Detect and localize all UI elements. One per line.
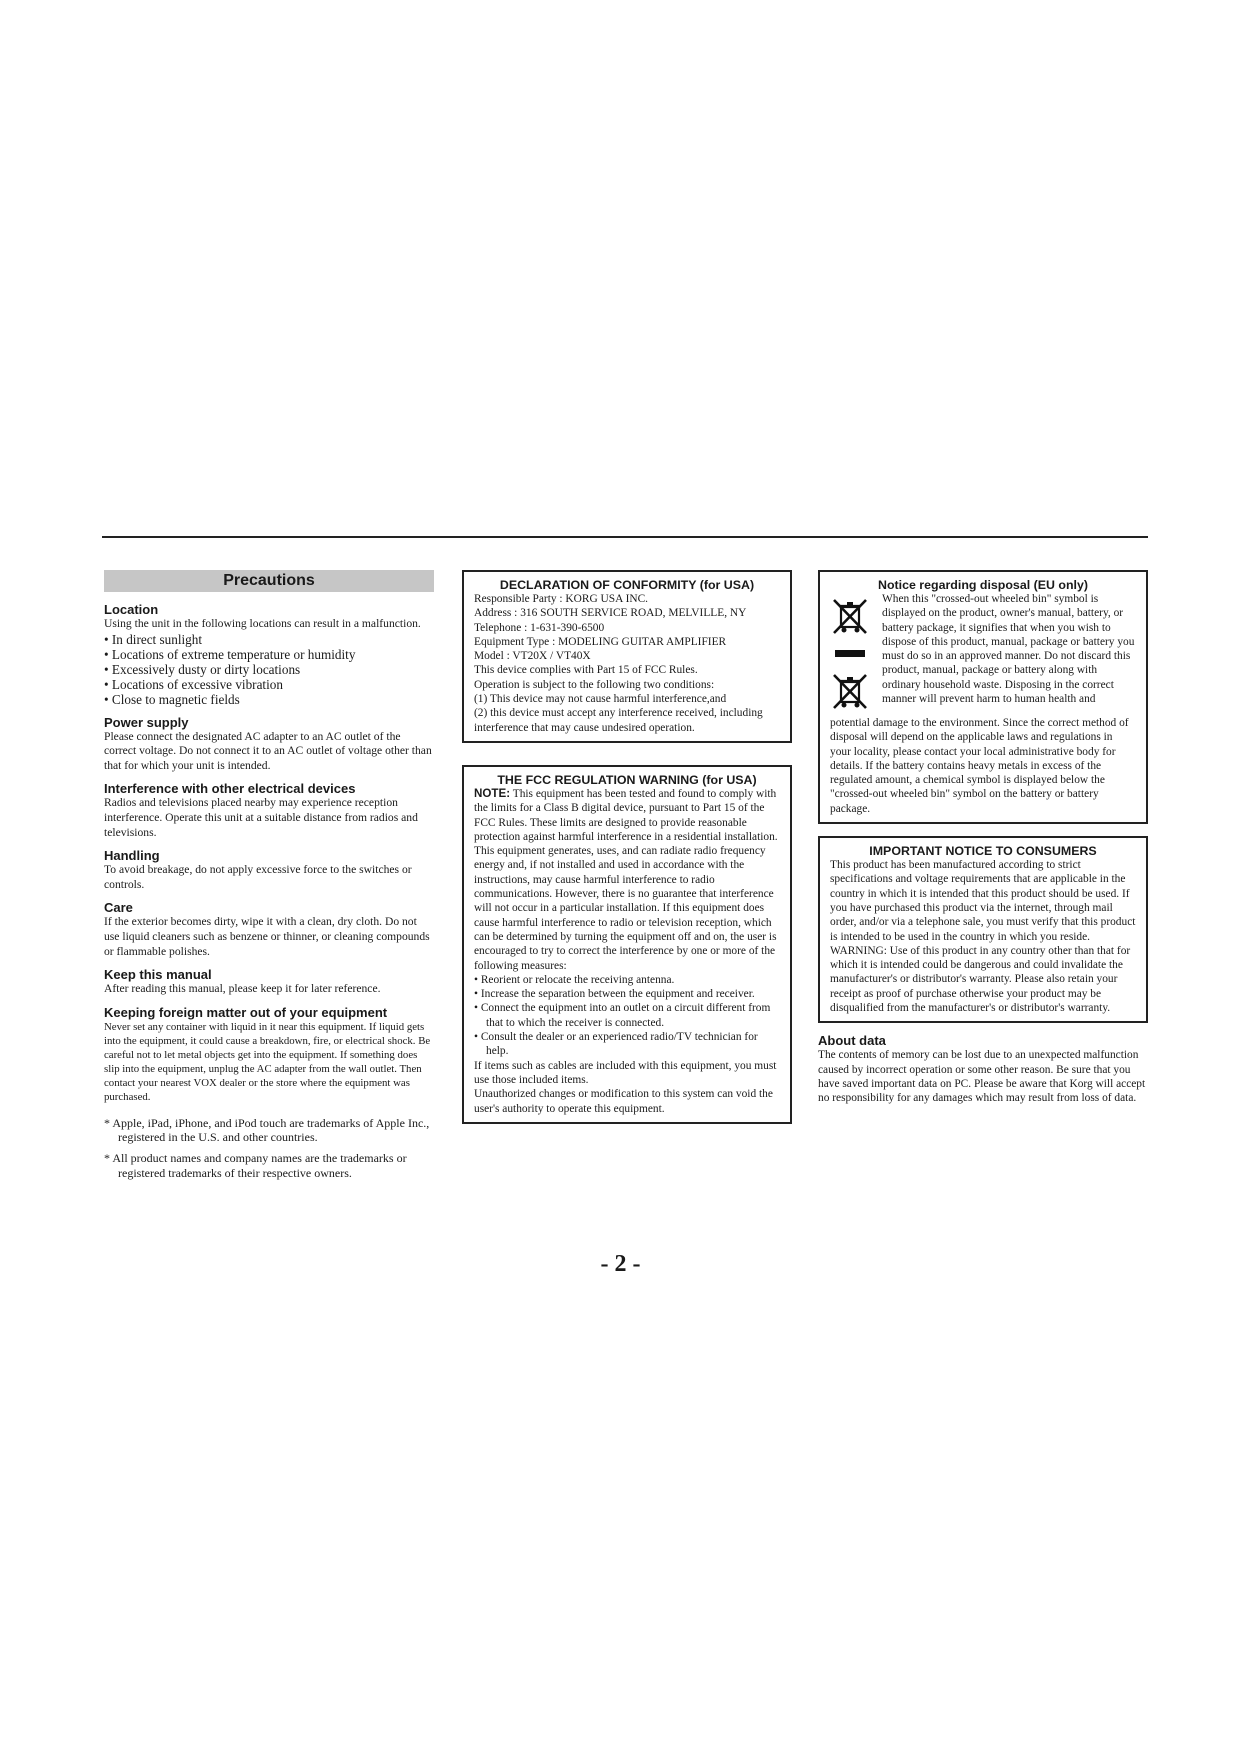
crossed-out-bin-icon [830, 596, 870, 636]
underline-bar-icon [835, 650, 865, 657]
declaration-line: Equipment Type : MODELING GUITAR AMPLIFIER [474, 635, 727, 648]
location-intro: Using the unit in the following locations can result in a malfunction. [104, 617, 421, 630]
consumers-notice-title: IMPORTANT NOTICE TO CONSUMERS [869, 844, 1097, 859]
fcc-warning-box [462, 765, 792, 1124]
fcc-warning-title: THE FCC REGULATION WARNING (for USA) [497, 772, 757, 787]
declaration-line: This device complies with Part 15 of FCC Rules. [474, 664, 698, 677]
declaration-line: Model : VT20X / VT40X [474, 650, 591, 663]
declaration-line: Responsible Party : KORG USA INC. [474, 593, 649, 605]
handling-heading: Handling [104, 848, 160, 864]
trademark-note: * Apple, iPad, iPhone, and iPod touch are trademarks of Apple Inc., registered in the U.S. and other countries. [104, 1115, 430, 1145]
top-rule [102, 536, 1148, 538]
trademark-note: * All product names and company names are the trademarks or registered trademarks of their respective owners. [104, 1150, 407, 1180]
fcc-warning-body [474, 787, 780, 973]
list-item: • In direct sunlight [104, 631, 203, 647]
fcc-unauthorized-text: Unauthorized changes or modification to this system can void the user's authority to operate this equipment. [474, 1088, 773, 1115]
interference-heading: Interference with other electrical devices [104, 781, 356, 797]
note-label: NOTE: [474, 786, 511, 800]
declaration-title: DECLARATION OF CONFORMITY (for USA) [499, 578, 755, 592]
consumers-notice-box [818, 836, 1148, 1023]
handling-text: To avoid breakage, do not apply excessive force to the switches or controls. [104, 863, 412, 891]
declaration-line: Operation is subject to the following two conditions: [474, 678, 715, 691]
page-number: - 2 - [600, 1251, 641, 1277]
declaration-line: Address : 316 SOUTH SERVICE ROAD, MELVILLE, NY [474, 607, 747, 620]
declaration-line: (2) this device must accept any interference received, including interference that may cause undesired operation. [474, 707, 763, 734]
list-item: • Locations of extreme temperature or humidity [104, 646, 356, 662]
list-item: • Excessively dusty or dirty locations [104, 661, 301, 677]
about-data-text: The contents of memory can be lost due to an unexpected malfunction caused by incorrect operation or some other reason. Be sure that you have saved important data on PC. Please be aware that Korg will accept no responsibility for any damages which may result from loss of data. [818, 1049, 1146, 1105]
location-heading: Location [104, 602, 159, 617]
care-heading: Care [104, 900, 133, 916]
keep-manual-text: After reading this manual, please keep it for later reference. [104, 982, 381, 996]
about-data-heading: About data [818, 1033, 886, 1049]
disposal-upper [830, 592, 1136, 716]
disposal-text-continued: potential damage to the environment. Since the correct method of disposal will depend on the applicable laws and regulations in your locality, please contact your local administrative body for details. If the battery contains heavy metals in excess of the regulated amount, a chemical symbol is displayed below the "crossed-out wheeled bin" symbol on the battery or battery package. [830, 717, 1129, 815]
declaration-box [462, 570, 792, 743]
disposal-box [818, 570, 1148, 824]
power-supply-heading: Power supply [104, 714, 189, 730]
disposal-text: When this "crossed-out wheeled bin" symbol is displayed on the product, owner's manual, battery, or battery package, it signifies that when you wish to dispose of this product, manual, package or battery you must do so in an approved manner. Do not discard this product, manual, package or battery along with ordinary household waste. Disposing in the correct manner will prevent harm to human health and [882, 593, 1135, 706]
disposal-icons [830, 592, 882, 716]
foreign-matter-heading: Keeping foreign matter out of your equipment [104, 1004, 388, 1020]
list-item: • Consult the dealer or an experienced radio/TV technician for help. [474, 1031, 758, 1058]
care-text: If the exterior becomes dirty, wipe it with a clean, dry cloth. Do not use liquid cleaners such as benzene or thinner, or cleaning compounds or flammable polishes. [104, 915, 430, 958]
declaration-line: (1) This device may not cause harmful interference,and [474, 693, 727, 706]
precautions-column [104, 570, 434, 1180]
list-item: • Increase the separation between the equipment and receiver. [474, 988, 755, 1001]
list-item: • Connect the equipment into an outlet on a circuit different from that to which the receiver is connected. [474, 1002, 771, 1029]
usa-notices-column [462, 570, 792, 1124]
fcc-cables-text: If items such as cables are included with this equipment, you must use those included items. [474, 1059, 777, 1086]
list-item: • Reorient or relocate the receiving antenna. [474, 973, 675, 986]
disposal-title: Notice regarding disposal (EU only) [878, 578, 1088, 592]
eu-notices-column [818, 570, 1148, 1106]
fcc-warning-text: This equipment has been tested and found to comply with the limits for a Class B digital device, pursuant to Part 15 of the FCC Rules. These limits are designed to provide reasonable protection against harmful interference in a residential installation. This equipment generates, uses, and can radiate radio frequency energy and, if not installed and used in accordance with the instructions, may cause harmful interference to radio communications. However, there is no guarantee that interference will not occur in a particular installation. If this equipment does cause harmful interference to radio or television reception, which can be determined by turning the equipment off and on, the user is encouraged to try to correct the interference by one or more of the following measures: [474, 787, 778, 972]
power-supply-text: Please connect the designated AC adapter to an AC outlet of the correct voltage. Do not connect it to an AC outlet of voltage other than that for which your unit is intended. [104, 729, 432, 772]
location-list [104, 632, 434, 707]
crossed-out-bin-icon [830, 671, 870, 711]
keep-manual-heading: Keep this manual [104, 967, 212, 983]
list-item: • Close to magnetic fields [104, 691, 240, 707]
foreign-matter-text: Never set any container with liquid in it near this equipment. If liquid gets into the equipment, it could cause a breakdown, fire, or electrical shock. Be careful not to let metal objects get into the equipment. If something does slip into the equipment, unplug the AC adapter from the wall outlet. Then contact your nearest VOX dealer or the store where the equipment was purchased. [104, 1020, 431, 1103]
consumers-notice-text: This product has been manufactured according to strict specifications and voltage requirements that are applicable in the country in which it is intended that this product should be used. If you have purchased this product via the internet, through mail order, and/or via a telephone sale, you must verify that this product is intended to be used in the country in which you reside. WARNING: Use of this product in any country other than that for which it is intended could be dangerous and could invalidate the manufacturer's or distributor's warranty. Please also retain your receipt as proof of purchase otherwise your product may be disqualified from the manufacturer's or distributor's warranty. [830, 859, 1136, 1015]
list-item: • Locations of excessive vibration [104, 676, 283, 692]
declaration-line: Telephone : 1-631-390-6500 [474, 621, 605, 634]
precautions-title: Precautions [104, 570, 434, 592]
interference-text: Radios and televisions placed nearby may experience reception interference. Operate this unit at a suitable distance from radios and televisions. [104, 796, 418, 839]
